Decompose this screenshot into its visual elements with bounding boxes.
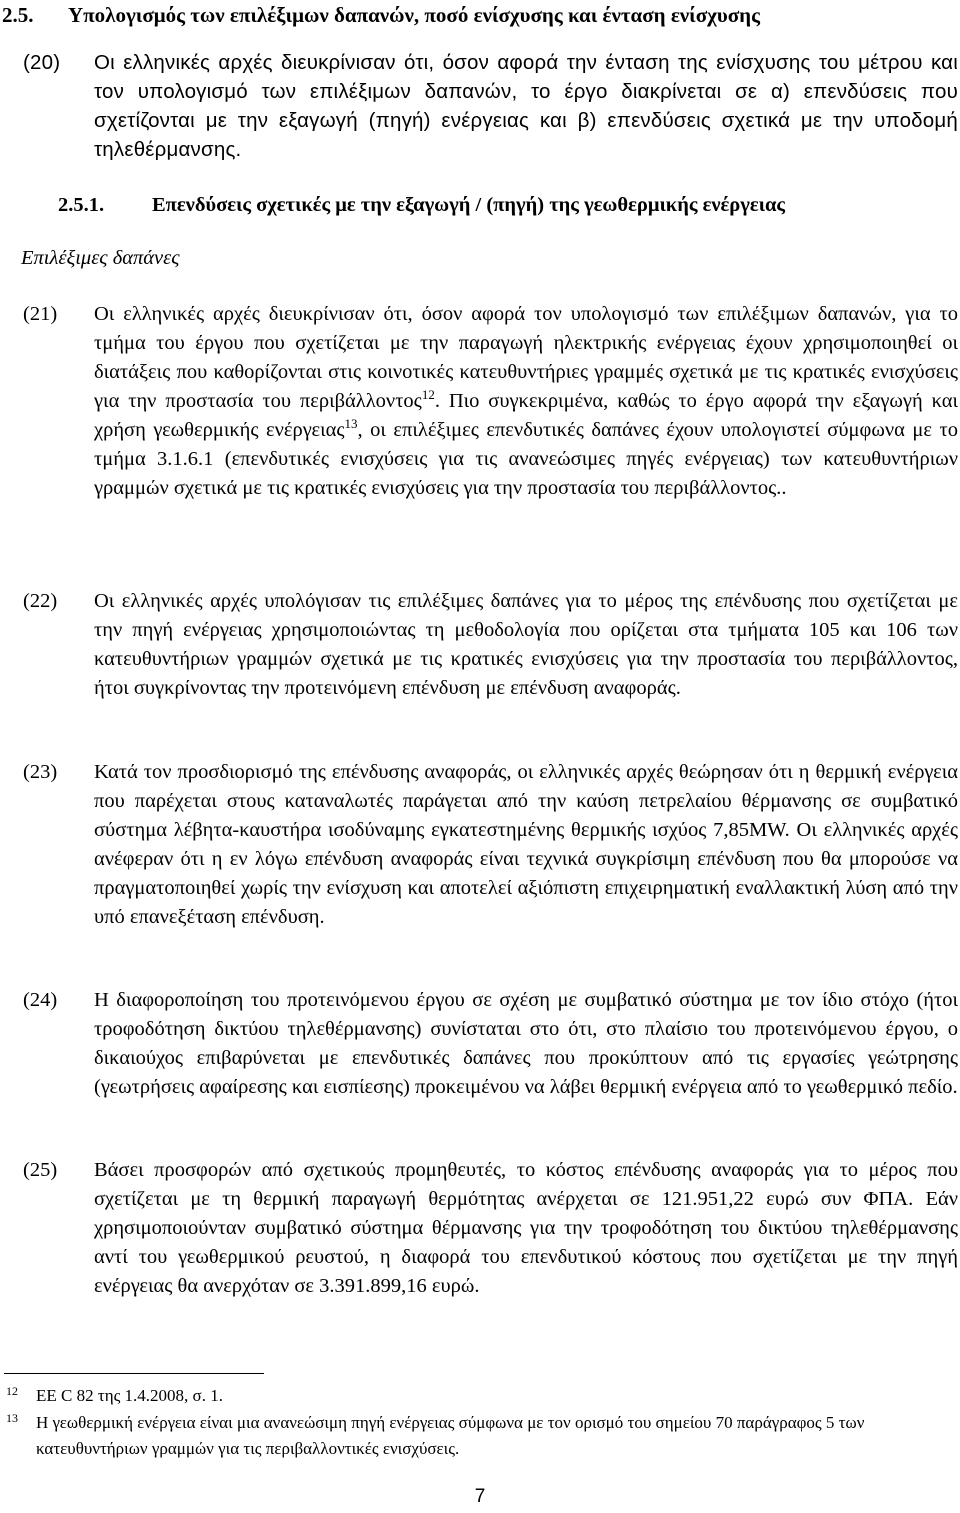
paragraph-text: Οι ελληνικές αρχές διευκρίνισαν ότι, όσον αφορά την ένταση της ενίσχυσης του μέτρου και τον υπολογισμό των επιλέξιμων δαπανών, το έργο διακρίνεται σε α) επενδύσεις που σχετίζονται με την εξαγωγή (πηγή) ενέργειας και β) επενδύσεις σχετικά με την υποδομή τηλεθέρμανσης. (94, 51, 958, 161)
footnote-ref-12[interactable]: 12 (421, 387, 435, 403)
footnote-ref-13[interactable]: 13 (344, 416, 358, 432)
section-title: Υπολογισμός των επιλέξιμων δαπανών, ποσό ενίσχυσης και ένταση ενίσχυσης (68, 3, 760, 27)
paragraph-number: (23) (23, 761, 58, 783)
footnote-text: ΕΕ C 82 της 1.4.2008, σ. 1. (36, 1386, 223, 1405)
subsection-heading (58, 190, 938, 220)
footnote-text: Η γεωθερμική ενέργεια είναι μια ανανεώσιμη πηγή ενέργειας σύμφωνα με τον ορισμό του σημείου 70 παράγραφος 5 των κατευθυντήριων γραμμών για τις περιβαλλοντικές ενισχύσεις. (36, 1413, 865, 1458)
footnote-number: 13 (6, 1411, 18, 1425)
paragraph-text: Βάσει προσφορών από σχετικούς προμηθευτές, το κόστος επένδυσης αναφοράς για το μέρος που σχετίζεται με τη θερμική παραγωγή θερμότητας ανέρχεται σε 121.951,22 ευρώ συν ΦΠΑ. Εάν χρησιμοποιούνταν συμβατικό σύστημα θέρμανσης για την τροφοδότηση του δικτύου τηλεθέρμανσης αντί του γεωθερμικού ρευστού, η διαφορά του επενδυτικού κόστους που σχετίζεται με την πηγή ενέργειας θα ανερχόταν σε 3.391.899,16 ευρώ. (94, 1159, 958, 1297)
section-heading (2, 2, 952, 28)
subsection-title: Επενδύσεις σχετικές με την εξαγωγή / (πηγή) της γεωθερμικής ενέργειας (152, 194, 786, 216)
footnote-separator (4, 1373, 264, 1374)
page-number: 7 (474, 1486, 486, 1507)
paragraph-text: Οι ελληνικές αρχές διευκρίνισαν ότι, όσον αφορά τον υπολογισμό των επιλέξιμων δαπανών, για το τμήμα του έργου που σχετίζεται με την παραγωγή ηλεκτρικής ενέργειας έχουν χρησιμοποιηθεί οι διατάξεις που καθορίζονται στις κοινοτικές κατευθυντήριες γραμμές σχετικά με τις κρατικές ενισχύσεις για την προστασία του περιβάλλοντος$^{12}$. Πιο συγκεκριμένα, καθώς το έργο αφορά την εξαγωγή και χρήση γεωθερμικής ενέργειας$^{13}$, οι επιλέξιμες επενδυτικές δαπάνες έχουν υπολογιστεί σύμφωνα με το τμήμα 3.1.6.1 (επενδυτικές ενισχύσεις για τις ανανεώσιμες πηγές ενέργειας) των κατευθυντήριων γραμμών σχετικά με τις κρατικές ενισχύσεις για την προστασία του περιβάλλοντος.. (94, 303, 958, 499)
paragraph-number: (22) (23, 590, 58, 612)
eligible-costs-label: Επιλέξιμες δαπάνες (21, 247, 180, 269)
paragraph-text: Οι ελληνικές αρχές υπολόγισαν τις επιλέξιμες δαπάνες για το μέρος της επένδυσης που σχετίζεται με την πηγή ενέργειας χρησιμοποιώντας τη μεθοδολογία που ορίζεται στα τμήματα 105 και 106 των κατευθυντήριων γραμμών σχετικά με τις κρατικές ενισχύσεις για την προστασία του περιβάλλοντος, ήτοι συγκρίνοντας την προτεινόμενη επένδυση με επένδυση αναφοράς. (94, 590, 958, 699)
paragraph-number: (21) (23, 303, 58, 325)
paragraph-number: (24) (23, 989, 58, 1011)
paragraph-number: (20) (23, 51, 61, 74)
paragraph-text: Κατά τον προσδιορισμό της επένδυσης αναφοράς, οι ελληνικές αρχές θεώρησαν ότι η θερμική ενέργεια που παρέχεται στους καταναλωτές παράγεται από την καύση πετρελαίου θέρμανσης σε συμβατικό σύστημα λέβητα-καυστήρα ισοδύναμης εγκατεστημένης θερμικής ισχύος 7,85MW. Οι ελληνικές αρχές ανέφεραν ότι η εν λόγω επένδυση αναφοράς είναι τεχνικά συγκρίσιμη επένδυση που θα μπορούσε να πραγματοποιηθεί χωρίς την ενίσχυση και αποτελεί αξιόπιστη επιχειρηματική εναλλακτική λύση από την υπό επανεξέταση επένδυση. (94, 761, 958, 928)
paragraph-text: Η διαφοροποίηση του προτεινόμενου έργου σε σχέση με συμβατικό σύστημα με τον ίδιο στόχο (ήτοι τροφοδότηση δικτύου τηλεθέρμανσης) συνίσταται στο ότι, στο πλαίσιο του προτεινόμενου έργου, ο δικαιούχος επιβαρύνεται με επενδυτικές δαπάνες που προκύπτουν από τις εργασίες γεώτρησης (γεωτρήσεις αφαίρεσης και εισπίεσης) προκειμένου να λάβει θερμική ενέργεια από το γεωθερμικό πεδίο. (94, 989, 958, 1098)
footnote-number: 12 (6, 1384, 18, 1398)
paragraph-number: (25) (23, 1159, 58, 1181)
section-number: 2.5. (2, 3, 34, 27)
subsection-number: 2.5.1. (58, 194, 105, 216)
